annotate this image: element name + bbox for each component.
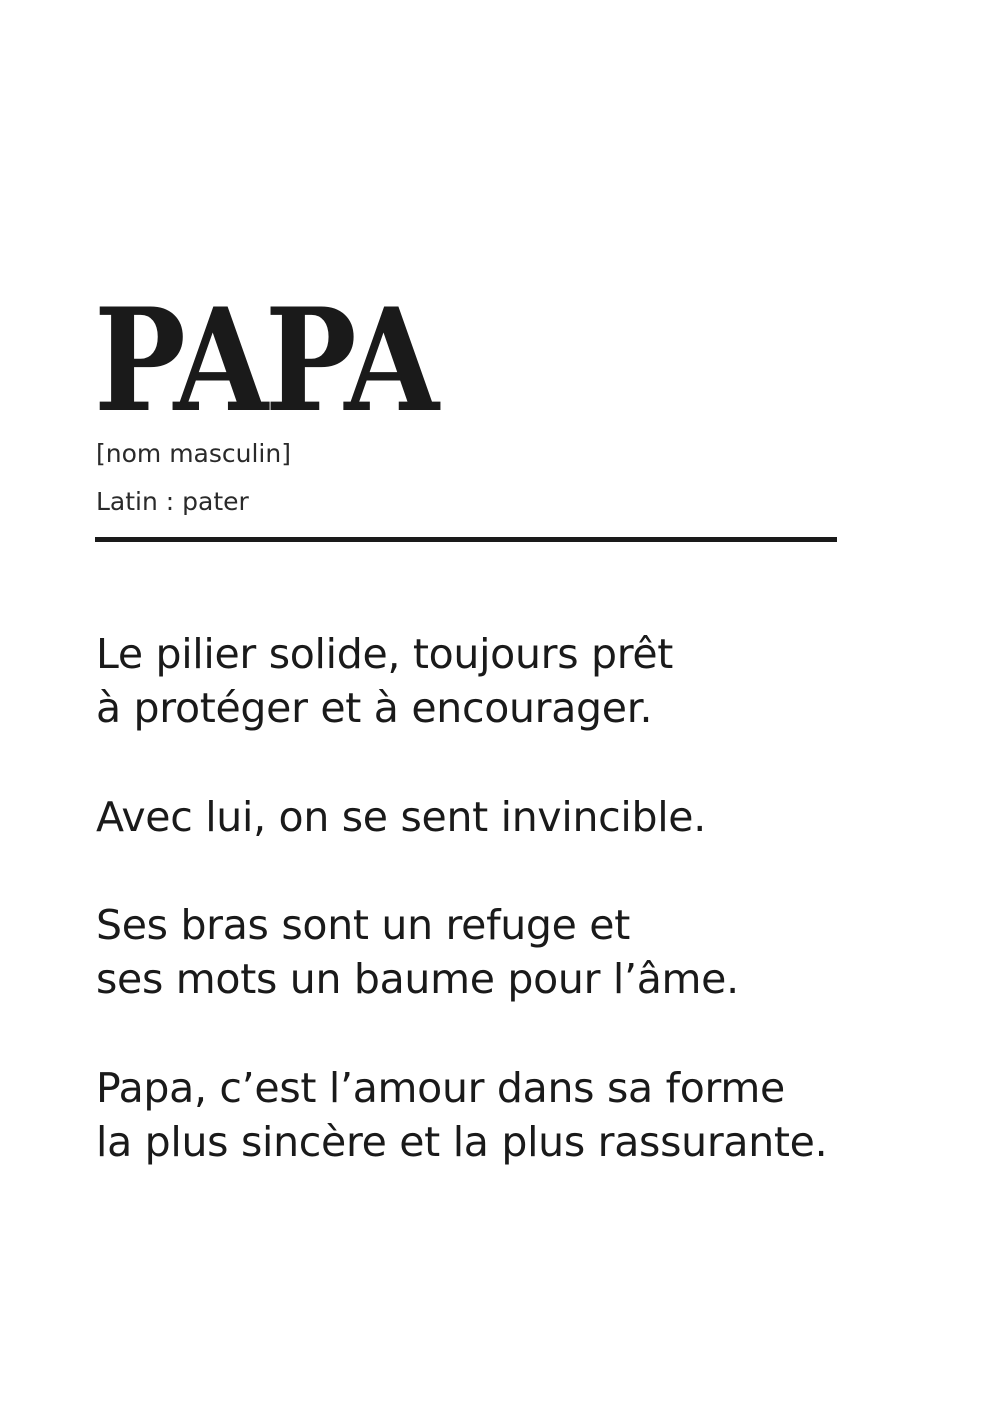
definition-line: la plus sincère et la plus rassurante.	[96, 1118, 828, 1166]
grammatical-category: [nom masculin]	[96, 439, 291, 468]
headword: PAPA	[94, 278, 436, 444]
definition-line: Le pilier solide, toujours prêt	[96, 630, 674, 678]
definition-line: Avec lui, on se sent invincible.	[96, 793, 706, 841]
definition-paragraph	[96, 898, 739, 1006]
definition-paragraph	[96, 627, 673, 735]
definition-paragraph	[96, 790, 706, 844]
definition-line: Papa, c’est l’amour dans sa forme	[96, 1064, 785, 1112]
definition-line: Ses bras sont un refuge et	[96, 901, 630, 949]
definition-line: à protéger et à encourager.	[96, 684, 653, 732]
etymology: Latin : pater	[96, 487, 249, 516]
definition-line: ses mots un baume pour l’âme.	[96, 955, 739, 1003]
divider-rule	[95, 537, 837, 542]
definition-paragraph	[96, 1061, 827, 1169]
